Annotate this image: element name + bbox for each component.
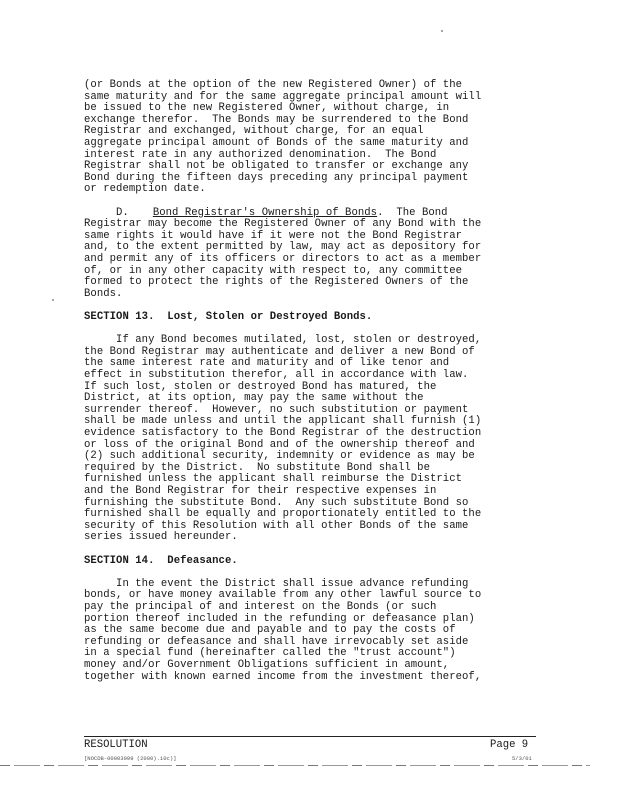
text-line: furnished unless the applicant shall reimburse the District	[84, 473, 463, 486]
text-line: exchange therefor. The Bonds may be surrendered to the Bond	[84, 113, 469, 126]
text-line: formed to protect the rights of the Registered Owners of the	[84, 276, 469, 289]
text-line: surrender thereof. However, no such substitution or payment	[84, 403, 469, 416]
scan-speck	[441, 30, 443, 32]
text-line: and the Bond Registrar for their respective expenses in	[84, 485, 437, 497]
text-line: or loss of the original Bond and of the ownership thereof and	[84, 438, 475, 451]
text-line: pay the principal of and interest on the Bonds (or such	[84, 601, 437, 613]
page-number: Page 9	[490, 739, 529, 751]
text-line: same maturity and for the same aggregate principal amount will	[84, 90, 482, 103]
text-line: interest rate in any authorized denomination. The Bond	[84, 148, 437, 161]
paragraph-heading: Bond Registrar's Ownership of Bonds	[152, 206, 378, 219]
text-line: (or Bonds at the option of the new Registered Owner) of the	[84, 79, 463, 91]
paragraph-text: . The Bond	[377, 206, 448, 219]
text-line: the Bond Registrar may authenticate and deliver a new Bond of	[84, 345, 475, 358]
text-line: aggregate principal amount of Bonds of the same maturity and	[84, 137, 469, 149]
text-line: same rights it would have if it were not the Bond Registrar	[84, 229, 463, 242]
text-line: In the event the District shall issue advance refunding	[84, 577, 469, 590]
text-line: or redemption date.	[84, 183, 206, 196]
text-line: Registrar shall not be obligated to transfer or exchange any	[84, 160, 469, 173]
text-line: shall be made unless and until the applicant shall furnish (1)	[84, 415, 482, 428]
text-line: as the same become due and payable and to pay the costs of	[84, 624, 456, 637]
paragraph-label: D.	[116, 206, 129, 219]
text-line: Registrar and exchanged, without charge, for an equal	[84, 125, 424, 138]
scan-edge-rule	[0, 765, 590, 766]
text-line: in a special fund (hereinafter called the "trust account")	[84, 647, 456, 660]
scan-speck	[52, 299, 54, 301]
text-line: effect in substitution therefor, all in accordance with law.	[84, 369, 469, 381]
text-line: furnishing the substitute Bond. Any such substitute Bond so	[84, 496, 469, 509]
text-line: If such lost, stolen or destroyed Bond has matured, the	[84, 380, 437, 393]
footer-title: RESOLUTION	[84, 739, 148, 751]
text-line: money and/or Government Obligations sufficient in amount,	[84, 659, 450, 671]
section-heading: SECTION 14. Defeasance.	[84, 554, 238, 567]
text-line: required by the District. No substitute Bond shall be	[84, 461, 430, 474]
document-date: 5/3/01	[512, 755, 532, 762]
text-line: Bond during the fifteen days preceding any principal payment	[84, 171, 469, 184]
section-heading: SECTION 13. Lost, Stolen or Destroyed Bonds.	[84, 311, 373, 323]
text-line: and permit any of its officers or directors to act as a member	[84, 253, 482, 265]
text-line: bonds, or have money available from any other lawful source to	[84, 589, 482, 602]
text-line: evidence satisfactory to the Bond Registrar of the destruction	[84, 427, 482, 439]
text-line: (2) such additional security, indemnity or evidence as may be	[84, 450, 475, 463]
text-line: District, at its option, may pay the same without the	[84, 392, 424, 405]
text-line: furnished shall be equally and proportionately entitled to the	[84, 508, 482, 521]
text-line: be issued to the new Registered Owner, without charge, in	[84, 102, 450, 115]
text-line: portion thereof included in the refunding or defeasance plan)	[84, 612, 475, 625]
text-line: If any Bond becomes mutilated, lost, stolen or destroyed,	[84, 334, 482, 347]
text-line: of, or in any other capacity with respect to, any committee	[84, 264, 463, 277]
text-line: security of this Resolution with all other Bonds of the same	[84, 519, 469, 532]
footer-rule	[84, 736, 536, 737]
text-line: and, to the extent permitted by law, may act as depository for	[84, 241, 482, 254]
text-line: refunding or defeasance and shall have irrevocably set aside	[84, 635, 469, 648]
text-line: Bonds.	[84, 287, 123, 300]
text-line: the same interest rate and maturity and of like tenor and	[84, 357, 450, 370]
text-line: series issued hereunder.	[84, 531, 238, 544]
text-line: together with known earned income from the investment thereof,	[84, 670, 482, 683]
document-id: [NOCDB-00003999 (2000).10c)]	[84, 755, 177, 762]
text-line: Registrar may become the Registered Owner of any Bond with the	[84, 218, 482, 231]
